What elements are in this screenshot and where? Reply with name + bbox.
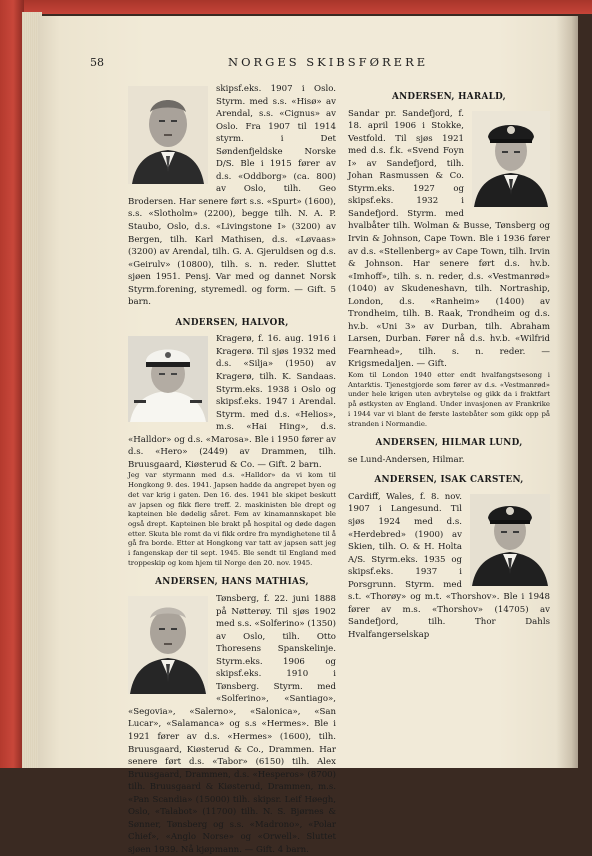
entry-andersen-harald-text: Sandar pr. Sandefjord, f. 18. april 1906 i Stokke, Vestfold. Til sjøs 1921 med d.s. f.k. «Svend Foyn I» av Sandefjord, tilh. Johan Rasmussen & Co. Styrm.eks. 1927 og skipsf.eks. 1932 i Sandefjord. Styrm. med hvalbåter tilh. Wolman & Busse, Tønsberg og Irvin & Johnson, Cape Town. Ble i 1936 fører av d.s. «Stellenberg» av Cape Town, tilh. Irvin & Johnson. Har senere ført d.s. hv.b. «Imhoff», tilh. s. n. reder, d.s. «Vestmanrød» (1040) av Skudeneshavn, tilh. Nortraship, London, d.s. «Ranheim» (1400) av Trondheim, tilh. B. Raak, Trondheim og d.s. hv.b. «Uni 3» av Durban, tilh. Abraham Larsen, Durban. Fører nå d.s. hv.b. «Wilfrid Fearnhead», tilh. s. n. reder. — Krigsmedaljen. — Gift. (348, 108, 550, 370)
entry-andersen-halvor-note: Jeg var styrmann med d.s. «Halldor» da vi kom til Hongkong 9. des. 1941. Japsen hadde da angrepet byen og det var krig i gaten. Den 16. des. 1941 ble skipet beskutt av japsen og fikk flere treff. 2. maskinisten ble drept og kapteinen ble dødelig såret. Fem av kinamannskapet ble også drept. Kapteinen ble brakt på hospital og døde dagen etter. Skuta ble romt da vi fikk ordre fra myndighetene til å gå fra borde. Etter at Hongkong var tatt av japsen satt jeg i fangenskap der til sept. 1945. Ble sendt til England med troppeskip og kom hjem til Norge den 20. nov. 1945. (128, 471, 336, 567)
entry-andersen-hilmar-lund-text: se Lund-Andersen, Hilmar. (348, 454, 465, 465)
portrait-photo-andersen-harald (472, 111, 550, 207)
right-column (348, 83, 550, 641)
entry-andersen-harald-note: Kom til London 1940 etter endt hvalfangstsesong i Antarktis. Tjenestgjorde som fører av d.s. «Vestmanrød» under hele krigen uten avbrytelse og gikk da i fraktfart på østkysten av England. Under invasjonen av Frankrike i 1944 var vi blant de første lastebåter som gikk opp på stranden i Normandie. (348, 371, 550, 428)
entry-heading-andersen-harald: ANDERSEN, HARALD, (391, 92, 507, 102)
entry-heading-andersen-hilmar-lund: ANDERSEN, HILMAR LUND, (375, 438, 523, 449)
portrait-photo-entry-0 (128, 86, 208, 184)
portrait-officer-cap-icon (472, 111, 550, 207)
portrait-man-suit-icon (128, 86, 208, 184)
running-head: NORGES SKIBSFØRERE (228, 55, 429, 69)
entry-andersen-isak-carsten-text: Cardiff, Wales, f. 8. nov. 1907 i Langesund. Til sjøs 1924 med d.s. «Herdebred» (1900) av Skien, tilh. O. & H. Holta A/S. Styrm.eks. 1935 og skipsf.eks. 1937 i Porsgrunn. Styrm. med s.t. «Thorøy» og m.t. «Thorshov». Ble i 1948 fører av m.s. «Thorshov» (14705) av Sandefjord, tilh. Thor Dahls Hvalfangerselskap (348, 491, 550, 640)
portrait-photo-andersen-hans-mathias (128, 596, 208, 694)
entry-0-text: skipsf.eks. 1907 i Oslo. Styrm. med s.s. «Hisø» av Arendal, s.s. «Cignus» av Oslo. Fra 1907 til 1914 styrm. i Det Søndenfjeldske Norske D/S. Ble i 1915 fører av d.s. «Oddborg» (ca. 800) av Oslo, tilh. Geo Brodersen. Har senere ført s.s. «Spurt» (1600), s.s. «Slotholm» (2200), begge tilh. N. A. P. Staubo, Oslo, d.s. «Livingstone I» (3200) av Bergen, tilh. Karl Mathisen, d.s. «Løvaas» (3200) av Arendal, tilh. G. A. Gjeruldsen og d.s. «Geirulv» (10800), tilh. s. n. reder. Sluttet sjøen 1951. Pensj. Var med og dannet Norsk Styrm.forening, styremedl. og form. — Gift. 5 barn. (128, 84, 336, 308)
portrait-photo-andersen-isak-carsten (470, 494, 550, 586)
entry-andersen-halvor-text: Kragerø, f. 16. aug. 1916 i Kragerø. Til sjøs 1932 med d.s. «Silja» (1950) av Kragerø, tilh. K. Sandaas. Styrm.eks. 1938 i Oslo og skipsf.eks. 1947 i Arendal. Styrm. med d.s. «Helios», m.s. «Hai Hing», d.s. «Halldor» og d.s. «Marosa». Ble i 1950 fører av d.s. «Hero» (2449) av Drammen, tilh. Bruusgaard, Kiøsterud & Co. — Gift. 2 barn. (128, 334, 336, 470)
portrait-older-man-suit-icon (128, 596, 208, 694)
portrait-photo-andersen-halvor (128, 336, 208, 422)
left-column (128, 83, 336, 856)
entry-andersen-hans-mathias-text: Tønsberg, f. 22. juni 1888 på Nøtterøy. Til sjøs 1902 med s.s. «Solferino» (1350) av Oslo, tilh. Otto Thoresens Spanskelinje. Styrm.eks. 1906 og skipsf.eks. 1910 i Tønsberg. Styrm. med «Solferino», «Santiago», «Segovia», «Salerno», «Salonica», «San Lucar», «Salamanca» og s.s «Hermes». Ble i 1921 fører av d.s. «Hermes» (1600), tilh. Bruusgaard, Kiøsterud & Co., Drammen. Har senere ført d.s. «Tabor» (6150) tilh. Alex Bruusgaard, Drammen, d.s. «Hesperos» (8700) tilh. Bruusgaard & Kiøsterud, Drammen, m.s. «Pan Scandia» (15000) tilh. skipsr. Leif Høegh, Oslo, «Talabot» (11700) tilh. N. S. Bjørnes & Sønner, Tønsberg og s.s. «Madrono», «Polar Chief», «Anglo Norse» og «Orwell». Sluttet sjøen 1939. Nå kjøpmann. — Gift. 4 barn. (128, 593, 336, 855)
entry-heading-andersen-hans-mathias: ANDERSEN, HANS MATHIAS, (155, 577, 309, 588)
book-cover-top (0, 0, 592, 14)
book-cover-spine (0, 0, 24, 768)
entry-heading-andersen-halvor: ANDERSEN, HALVOR, (175, 317, 289, 328)
entry-heading-andersen-isak-carsten: ANDERSEN, ISAK CARSTEN, (374, 475, 524, 486)
page-number: 58 (90, 56, 104, 69)
page-gutter (556, 16, 578, 768)
portrait-captain-white-uniform-icon (128, 336, 208, 422)
portrait-officer-uniform-icon (470, 494, 550, 586)
